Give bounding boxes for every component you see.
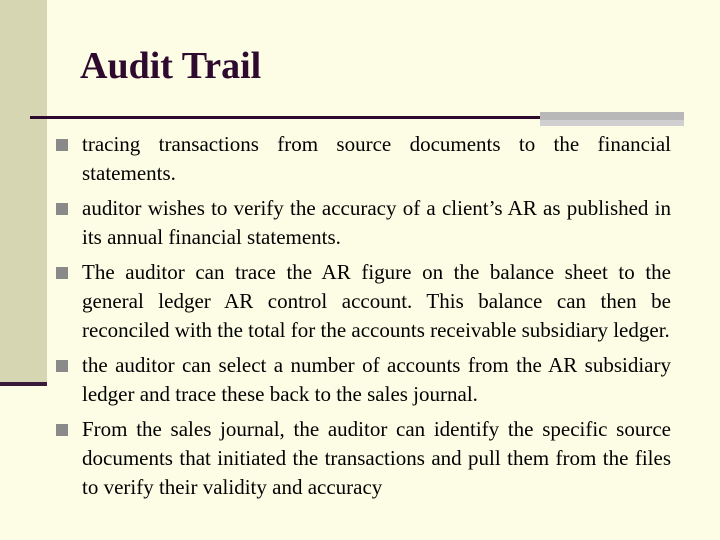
bullet-text: the auditor can select a number of accounts from the AR subsidiary ledger and trace these back to the sales journal. [82,353,671,406]
bullet-list [56,130,671,508]
bullet-item [56,194,671,252]
left-decor-bar [0,0,47,384]
bullet-item [56,130,671,188]
bullet-item [56,415,671,502]
bullet-text: auditor wishes to verify the accuracy of a client’s AR as published in its annual financial statements. [82,196,671,249]
bullet-text: tracing transactions from source documents to the financial statements. [82,132,671,185]
square-bullet-icon [56,360,68,372]
square-bullet-icon [56,203,68,215]
slide-title: Audit Trail [80,45,262,87]
square-bullet-icon [56,267,68,279]
bullet-item [56,351,671,409]
title-underline-accent [540,112,684,120]
square-bullet-icon [56,139,68,151]
left-decor-rule [0,382,47,386]
title-underline [30,116,542,119]
bullet-text: The auditor can trace the AR figure on the balance sheet to the general ledger AR control account. This balance can then be reconciled with the total for the accounts receivable subsidiary ledger. [82,260,671,342]
bullet-text: From the sales journal, the auditor can identify the specific source documents that initiated the transactions and pull them from the files to verify their validity and accuracy [82,417,671,499]
bullet-item [56,258,671,345]
square-bullet-icon [56,424,68,436]
title-underline-accent-shadow [540,120,684,126]
